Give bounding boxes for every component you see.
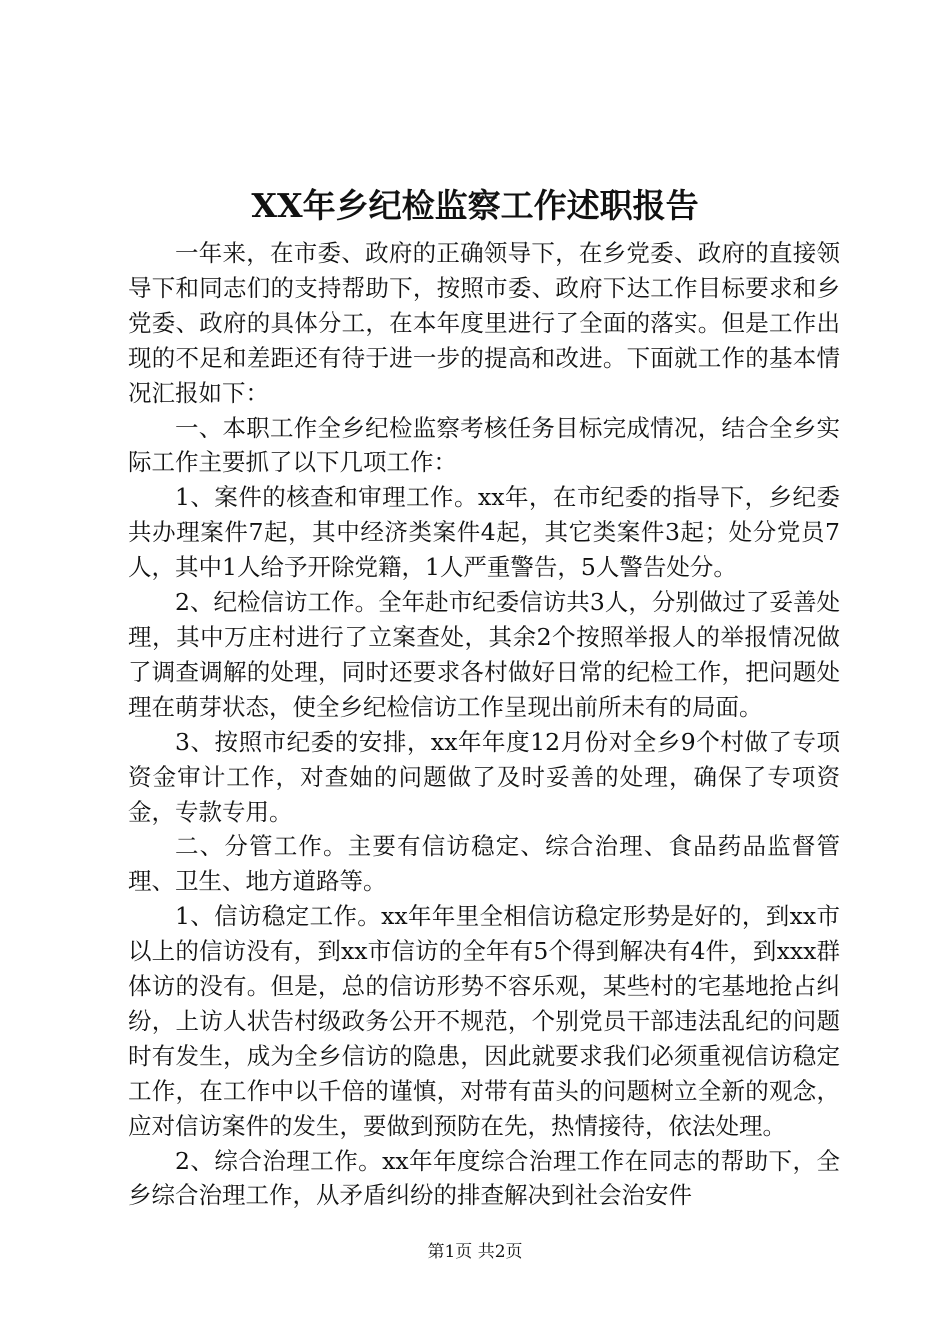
page-footer: 第1页 共2页: [427, 1242, 523, 1262]
body-paragraph: 一、本职工作全乡纪检监察考核任务目标完成情况，结合全乡实际工作主要抓了以下几项工作：: [128, 413, 840, 477]
document-body: [128, 236, 840, 1213]
body-paragraph: 3、按照市纪委的安排，xx年年度12月份对全乡9个村做了专项资金审计工作，对查妯的问题做了及时妥善的处理，确保了专项资金，专款专用。: [128, 727, 840, 826]
document-title: XX年乡纪检监察工作述职报告: [251, 186, 699, 225]
body-paragraph: 二、分管工作。主要有信访稳定、综合治理、食品药品监督管理、卫生、地方道路等。: [128, 832, 840, 896]
body-paragraph: 一年来，在市委、政府的正确领导下，在乡党委、政府的直接领导下和同志们的支持帮助下，按照市委、政府下达工作目标要求和乡党委、政府的具体分工，在本年度里进行了全面的落实。但是工作出现的不足和差距还有待于进一步的提高和改进。下面就工作的基本情况汇报如下：: [128, 239, 840, 407]
body-paragraph: 1、案件的核查和审理工作。xx年，在市纪委的指导下，乡纪委共办理案件7起，其中经济类案件4起，其它类案件3起；处分党员7人，其中1人给予开除党籍，1人严重警告，5人警告处分。: [128, 483, 840, 582]
body-paragraph: 1、信访稳定工作。xx年年里全相信访稳定形势是好的，到xx市以上的信访没有，到xx市信访的全年有5个得到解决有4件，到xxx群体访的没有。但是，总的信访形势不容乐观，某些村的宅基地抢占纠纷，上访人状告村级政务公开不规范，个别党员干部违法乱纪的问题时有发生，成为全乡信访的隐患，因此就要求我们必须重视信访稳定工作，在工作中以千倍的谨慎，对带有苗头的问题树立全新的观念，应对信访案件的发生，要做到预防在先，热情接待，依法处理。: [128, 902, 840, 1140]
body-paragraph: 2、纪检信访工作。全年赴市纪委信访共3人，分别做过了妥善处理，其中万庄村进行了立案查处，其余2个按照举报人的举报情况做了调查调解的处理，同时还要求各村做好日常的纪检工作，把问题处理在萌芽状态，使全乡纪检信访工作呈现出前所未有的局面。: [128, 588, 840, 721]
body-paragraph: 2、综合治理工作。xx年年度综合治理工作在同志的帮助下，全乡综合治理工作，从矛盾纠纷的排查解决到社会治安件: [128, 1146, 840, 1210]
